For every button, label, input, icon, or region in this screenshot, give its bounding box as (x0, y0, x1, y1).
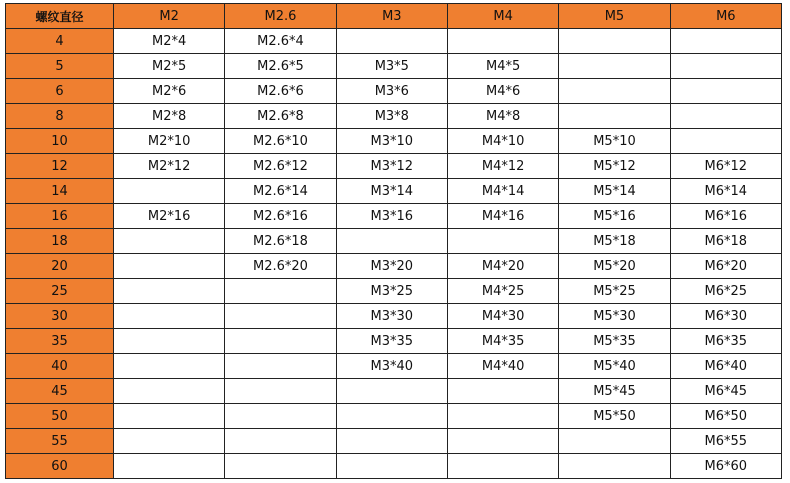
table-cell: M3*8 (336, 104, 447, 129)
table-cell: M2*12 (114, 154, 225, 179)
column-header: M2 (114, 4, 225, 29)
row-length-label: 16 (6, 204, 114, 229)
table-cell: M6*30 (670, 304, 781, 329)
table-cell: M6*35 (670, 329, 781, 354)
table-cell (225, 354, 336, 379)
table-cell: M3*6 (336, 79, 447, 104)
row-length-label: 45 (6, 379, 114, 404)
table-cell: M4*16 (447, 204, 558, 229)
table-cell: M2.6*12 (225, 154, 336, 179)
table-cell: M4*6 (447, 79, 558, 104)
column-header: M2.6 (225, 4, 336, 29)
table-cell: M4*25 (447, 279, 558, 304)
column-header: M5 (559, 4, 670, 29)
thread-diameter-header: 螺纹直径 (6, 4, 114, 29)
table-row (6, 404, 782, 429)
row-length-label: 35 (6, 329, 114, 354)
table-cell (447, 454, 558, 479)
table-cell: M3*16 (336, 204, 447, 229)
table-cell: M6*40 (670, 354, 781, 379)
row-length-label: 4 (6, 29, 114, 54)
table-cell: M4*40 (447, 354, 558, 379)
row-length-label: 25 (6, 279, 114, 304)
table-cell: M5*12 (559, 154, 670, 179)
table-cell: M4*8 (447, 104, 558, 129)
table-cell: M2*4 (114, 29, 225, 54)
table-cell (447, 229, 558, 254)
table-cell (559, 429, 670, 454)
row-length-label: 18 (6, 229, 114, 254)
table-cell: M5*50 (559, 404, 670, 429)
table-cell: M4*30 (447, 304, 558, 329)
row-length-label: 55 (6, 429, 114, 454)
table-cell: M2.6*10 (225, 129, 336, 154)
table-cell: M3*5 (336, 54, 447, 79)
column-header: M6 (670, 4, 781, 29)
table-cell (559, 79, 670, 104)
table-cell: M3*20 (336, 254, 447, 279)
table-cell (559, 54, 670, 79)
table-cell (114, 404, 225, 429)
table-cell: M6*20 (670, 254, 781, 279)
table-row (6, 104, 782, 129)
table-cell (225, 379, 336, 404)
table-cell: M2.6*20 (225, 254, 336, 279)
table-cell: M4*5 (447, 54, 558, 79)
row-length-label: 6 (6, 79, 114, 104)
table-row (6, 54, 782, 79)
table-cell: M4*20 (447, 254, 558, 279)
table-cell: M2.6*8 (225, 104, 336, 129)
table-cell: M5*45 (559, 379, 670, 404)
table-cell (114, 229, 225, 254)
table-row (6, 279, 782, 304)
table-cell: M2*8 (114, 104, 225, 129)
table-cell (114, 254, 225, 279)
table-cell (114, 354, 225, 379)
table-cell: M4*14 (447, 179, 558, 204)
table-row (6, 79, 782, 104)
table-cell (336, 429, 447, 454)
table-cell: M5*16 (559, 204, 670, 229)
row-length-label: 50 (6, 404, 114, 429)
table-cell: M4*10 (447, 129, 558, 154)
table-cell (670, 129, 781, 154)
table-cell (336, 29, 447, 54)
table-cell (225, 404, 336, 429)
table-row (6, 304, 782, 329)
table-cell (114, 379, 225, 404)
table-cell: M6*50 (670, 404, 781, 429)
table-row (6, 329, 782, 354)
row-length-label: 8 (6, 104, 114, 129)
row-length-label: 12 (6, 154, 114, 179)
table-row (6, 129, 782, 154)
table-row (6, 154, 782, 179)
table-cell: M3*14 (336, 179, 447, 204)
table-cell (670, 104, 781, 129)
table-cell: M5*25 (559, 279, 670, 304)
table-cell: M5*40 (559, 354, 670, 379)
table-cell: M3*35 (336, 329, 447, 354)
table-cell: M3*40 (336, 354, 447, 379)
table-cell: M2.6*18 (225, 229, 336, 254)
table-cell: M2.6*14 (225, 179, 336, 204)
table-cell: M2*5 (114, 54, 225, 79)
screw-size-table (5, 3, 782, 479)
header-row (6, 4, 782, 29)
table-cell (114, 179, 225, 204)
table-cell (559, 454, 670, 479)
table-row (6, 204, 782, 229)
table-cell (670, 29, 781, 54)
table-row (6, 429, 782, 454)
table-cell: M6*55 (670, 429, 781, 454)
row-length-label: 40 (6, 354, 114, 379)
table-cell (447, 404, 558, 429)
row-length-label: 30 (6, 304, 114, 329)
table-cell: M5*14 (559, 179, 670, 204)
row-length-label: 60 (6, 454, 114, 479)
table-row (6, 29, 782, 54)
table-cell: M6*18 (670, 229, 781, 254)
table-row (6, 354, 782, 379)
table-cell (336, 454, 447, 479)
table-cell: M2*16 (114, 204, 225, 229)
row-length-label: 20 (6, 254, 114, 279)
table-cell (225, 279, 336, 304)
table-cell: M2*6 (114, 79, 225, 104)
table-cell: M6*14 (670, 179, 781, 204)
table-cell (114, 304, 225, 329)
table-row (6, 229, 782, 254)
table-cell (114, 454, 225, 479)
table-cell (225, 429, 336, 454)
table-body (6, 29, 782, 479)
row-length-label: 14 (6, 179, 114, 204)
column-header: M4 (447, 4, 558, 29)
table-cell (114, 279, 225, 304)
table-cell (447, 429, 558, 454)
table-cell: M6*25 (670, 279, 781, 304)
table-cell (225, 329, 336, 354)
table-cell (336, 404, 447, 429)
table-cell (225, 454, 336, 479)
table-cell: M6*60 (670, 454, 781, 479)
table-cell (559, 104, 670, 129)
table-row (6, 179, 782, 204)
table-cell (559, 29, 670, 54)
table-cell (670, 79, 781, 104)
table-cell: M3*30 (336, 304, 447, 329)
table-cell: M2*10 (114, 129, 225, 154)
table-cell: M5*18 (559, 229, 670, 254)
table-row (6, 254, 782, 279)
table-cell (447, 29, 558, 54)
table-cell: M6*12 (670, 154, 781, 179)
column-header: M3 (336, 4, 447, 29)
table-cell: M2.6*16 (225, 204, 336, 229)
table-cell (114, 429, 225, 454)
table-cell (336, 229, 447, 254)
table-cell: M4*12 (447, 154, 558, 179)
table-cell: M6*45 (670, 379, 781, 404)
table-cell: M2.6*6 (225, 79, 336, 104)
table-cell (336, 379, 447, 404)
table-row (6, 379, 782, 404)
row-length-label: 5 (6, 54, 114, 79)
table-cell (114, 329, 225, 354)
table-cell: M4*35 (447, 329, 558, 354)
table-cell: M5*20 (559, 254, 670, 279)
table-cell: M3*12 (336, 154, 447, 179)
table-cell: M5*30 (559, 304, 670, 329)
table-cell: M5*35 (559, 329, 670, 354)
table-cell: M2.6*5 (225, 54, 336, 79)
table-row (6, 454, 782, 479)
table-cell: M5*10 (559, 129, 670, 154)
table-cell: M6*16 (670, 204, 781, 229)
table-cell (447, 379, 558, 404)
table-cell: M3*25 (336, 279, 447, 304)
table-cell: M3*10 (336, 129, 447, 154)
table-cell (225, 304, 336, 329)
row-length-label: 10 (6, 129, 114, 154)
table-cell: M2.6*4 (225, 29, 336, 54)
table-cell (670, 54, 781, 79)
